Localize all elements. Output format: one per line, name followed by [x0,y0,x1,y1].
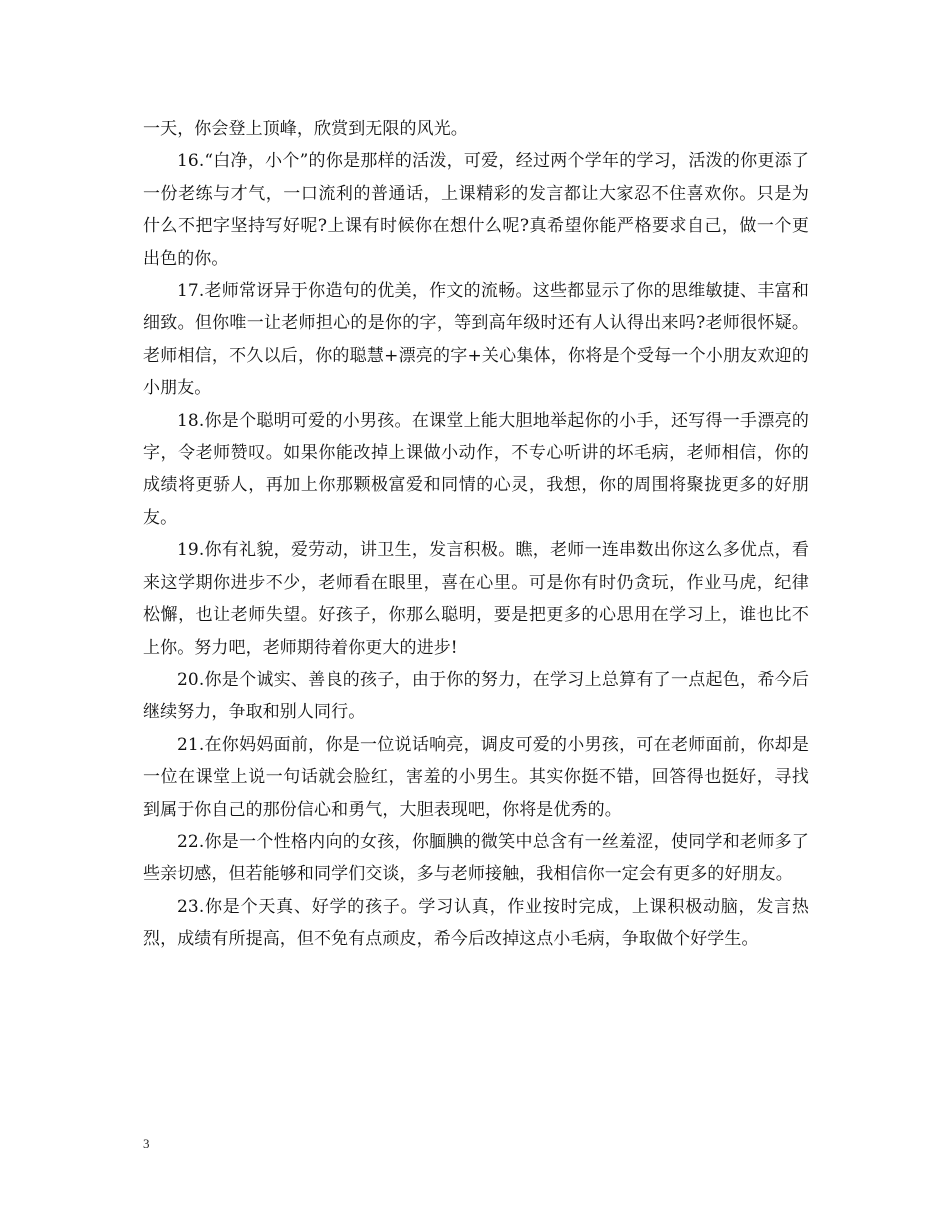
page-number: 3 [143,1136,150,1151]
paragraph: 17.老师常讶异于你造句的优美，作文的流畅。这些都显示了你的思维敏捷、丰富和细致。但你唯一让老师担心的是你的字，等到高年级时还有人认得出来吗?老师很怀疑。老师相信，不久以后，你的聪慧+漂亮的字+关心集体，你将是个受每一个小朋友欢迎的小朋友。 [143,281,809,399]
paragraph: 22.你是一个性格内向的女孩，你腼腆的微笑中总含有一丝羞涩，使同学和老师多了些亲切感，但若能够和同学们交谈，多与老师接触，我相信你一定会有更多的好朋友。 [143,831,809,885]
paragraph: 18.你是个聪明可爱的小男孩。在课堂上能大胆地举起你的小手，还写得一手漂亮的字，令老师赞叹。如果你能改掉上课做小动作，不专心听讲的坏毛病，老师相信，你的成绩将更骄人，再加上你那颗极富爱和同情的心灵，我想，你的周围将聚拢更多的好朋友。 [143,410,809,528]
paragraph: 19.你有礼貌，爱劳动，讲卫生，发言积极。瞧，老师一连串数出你这么多优点，看来这学期你进步不少，老师看在眼里，喜在心里。可是你有时仍贪玩，作业马虎，纪律松懈，也让老师失望。好孩子，你那么聪明，要是把更多的心思用在学习上，谁也比不上你。努力吧，老师期待着你更大的进步! [143,540,809,658]
paragraph: 一天，你会登上顶峰，欣赏到无限的风光。 [143,119,468,139]
paragraph: 23.你是个天真、好学的孩子。学习认真，作业按时完成，上课积极动脑，发言热烈，成绩有所提高，但不免有点顽皮，希今后改掉这点小毛病，争取做个好学生。 [143,896,809,950]
document-body [143,113,809,956]
paragraph: 20.你是个诚实、善良的孩子，由于你的努力，在学习上总算有了一点起色，希今后继续努力，争取和别人同行。 [143,669,809,723]
paragraph: 21.在你妈妈面前，你是一位说话响亮，调皮可爱的小男孩，可在老师面前，你却是一位在课堂上说一句话就会脸红，害羞的小男生。其实你挺不错，回答得也挺好，寻找到属于你自己的那份信心和勇气，大胆表现吧，你将是优秀的。 [143,734,809,820]
paragraph: 16.“白净，小个”的你是那样的活泼，可爱，经过两个学年的学习，活泼的你更添了一份老练与才气，一口流利的普通话，上课精彩的发言都让大家忍不住喜欢你。只是为什么不把字坚持写好呢?上课有时候你在想什么呢?真希望你能严格要求自己，做一个更出色的你。 [143,151,809,269]
